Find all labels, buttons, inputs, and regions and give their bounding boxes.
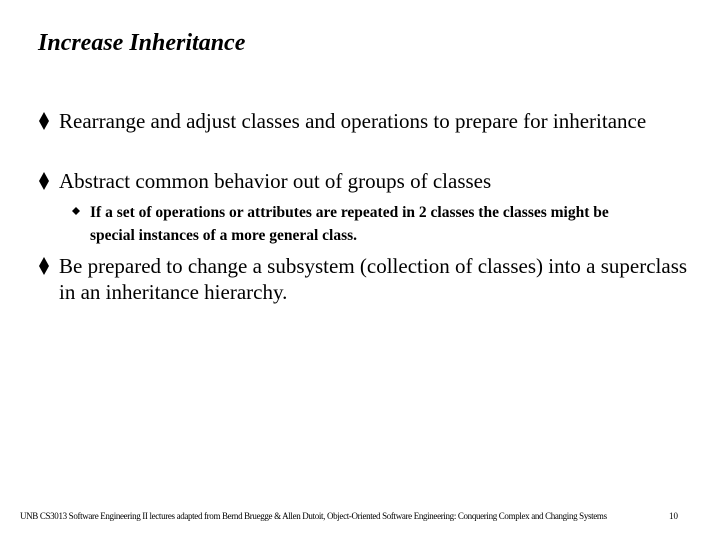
page-number: 10	[669, 511, 678, 521]
diamond-bullet-icon	[38, 111, 50, 131]
sub-bullet-text: If a set of operations or attributes are repeated in 2 classes the classes might be special instances of a more general class.	[90, 204, 609, 244]
bullet-item	[38, 108, 688, 134]
bullet-text: Rearrange and adjust classes and operations to prepare for inheritance	[59, 109, 647, 133]
bullet-text: Abstract common behavior out of groups of classes	[59, 169, 492, 193]
bullet-item	[38, 168, 688, 194]
slide-title: Increase Inheritance	[38, 30, 246, 56]
bullet-item	[38, 253, 688, 305]
sub-bullet-item	[72, 201, 632, 247]
diamond-bullet-icon	[38, 256, 50, 276]
diamond-bullet-icon	[38, 171, 50, 191]
bullet-text: Be prepared to change a subsystem (collection of classes) into a superclass in an inheritance hierarchy.	[59, 254, 688, 304]
footer-credit: UNB CS3013 Software Engineering II lectures adapted from Bernd Bruegge & Allen Dutoit, Object-Oriented Software Engineering: Conquering Complex and Changing Systems	[20, 511, 607, 521]
small-diamond-bullet-icon	[72, 207, 80, 215]
